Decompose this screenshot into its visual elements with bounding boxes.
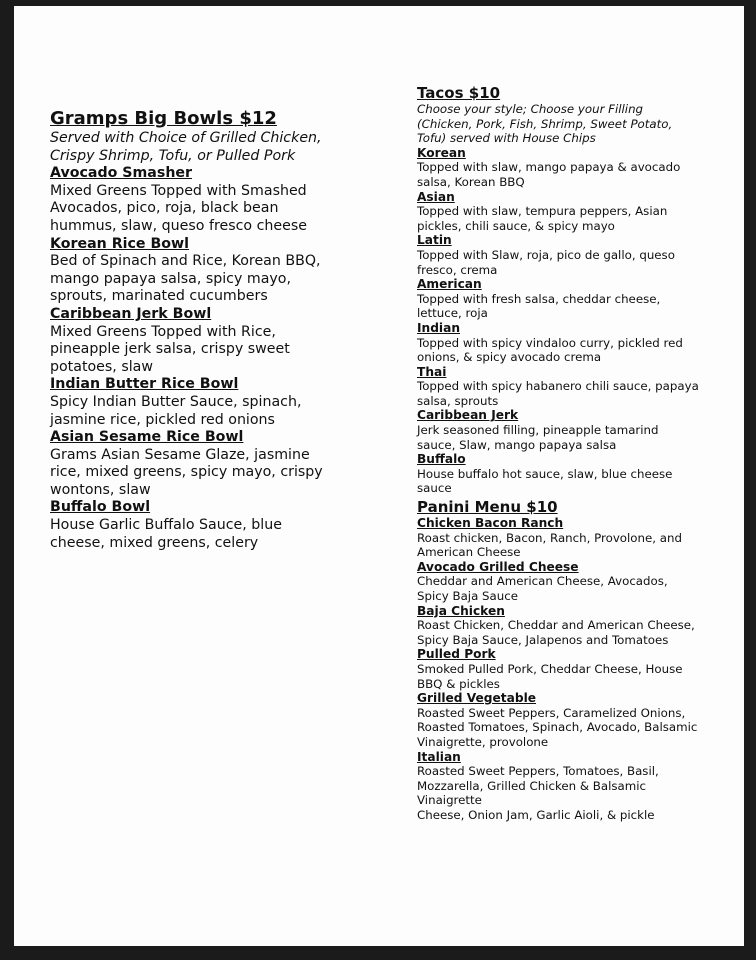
taco-item-desc: Topped with slaw, mango papaya & avocado [417,160,681,175]
menu-page [14,6,744,946]
bowl-item-desc: potatoes, slaw [50,358,153,375]
taco-item-name: Latin [417,233,452,248]
panini-title: Panini Menu $10 [417,498,558,517]
taco-item-desc: sauce, Slaw, mango papaya salsa [417,437,617,452]
panini-item-desc: American Cheese [417,545,521,560]
taco-item-desc: Topped with slaw, tempura peppers, Asian [417,204,668,219]
panini-item-name: Baja Chicken [417,603,505,618]
tacos-intro-line: (Chicken, Pork, Fish, Shrimp, Sweet Potato, [417,116,673,131]
bowl-item-desc: wontons, slaw [50,481,151,498]
tacos-intro-line: Tofu) served with House Chips [417,131,596,146]
panini-item-desc: Cheese, Onion Jam, Garlic Aioli, & pickle [417,807,655,822]
taco-item-desc: fresco, crema [417,262,498,277]
panini-item-desc: Roasted Sweet Peppers, Caramelized Onions, [417,705,686,720]
panini-item-name: Avocado Grilled Cheese [417,559,579,574]
bowl-item-desc: Avocados, pico, roja, black bean [50,200,279,217]
panini-item-desc: Spicy Baja Sauce, Jalapenos and Tomatoes [417,632,669,647]
bowl-item-desc: jasmine rice, pickled red onions [50,411,275,428]
bowl-item-desc: rice, mixed greens, spicy mayo, crispy [50,464,323,481]
bowls-intro-line: Crispy Shrimp, Tofu, or Pulled Pork [50,147,296,164]
taco-item-desc: salsa, sprouts [417,393,499,408]
taco-item-desc: onions, & spicy avocado crema [417,350,602,365]
tacos-title: Tacos $10 [417,84,501,102]
bowl-item-desc: Spicy Indian Butter Sauce, spinach, [50,393,302,410]
panini-item-name: Grilled Vegetable [417,691,537,706]
taco-item-name: American [417,277,482,292]
taco-item-desc: Topped with Slaw, roja, pico de gallo, queso [417,247,675,262]
bowl-item-name: Avocado Smasher [50,165,193,182]
taco-item-desc: Topped with spicy vindaloo curry, pickled red [417,335,683,350]
bowl-item-name: Korean Rice Bowl [50,235,190,252]
bowl-item-name: Asian Sesame Rice Bowl [50,429,244,446]
panini-item-name: Chicken Bacon Ranch [417,516,564,531]
bowl-item-desc: Grams Asian Sesame Glaze, jasmine [50,446,310,463]
panini-item-desc: Smoked Pulled Pork, Cheddar Cheese, House [417,661,683,676]
taco-item-name: Buffalo [417,452,466,467]
taco-item-desc: lettuce, roja [417,306,488,321]
taco-item-desc: Topped with spicy habanero chili sauce, papaya [417,379,699,394]
panini-item-desc: Roast Chicken, Cheddar and American Cheese, [417,618,695,633]
taco-item-name: Thai [417,364,447,379]
taco-item-name: Caribbean Jerk [417,408,519,423]
taco-item-desc: sauce [417,481,452,496]
tacos-intro-line: Choose your style; Choose your Filling [417,102,644,116]
taco-item-desc: Jerk seasoned filling, pineapple tamarind [417,423,659,438]
panini-item-name: Pulled Pork [417,647,496,662]
panini-item-desc: Vinaigrette [417,793,482,808]
bowl-item-desc: sprouts, marinated cucumbers [50,288,268,305]
bowl-item-desc: cheese, mixed greens, celery [50,534,259,551]
panini-item-desc: Roasted Tomatoes, Spinach, Avocado, Balsamic [417,720,698,735]
bowl-item-desc: hummus, slaw, queso fresco cheese [50,217,307,234]
bowls-intro-line: Served with Choice of Grilled Chicken, [50,130,322,146]
bowl-item-desc: mango papaya salsa, spicy mayo, [50,270,291,287]
panini-item-desc: Roast chicken, Bacon, Ranch, Provolone, and [417,530,682,545]
bowl-item-name: Caribbean Jerk Bowl [50,305,212,322]
taco-item-desc: pickles, chili sauce, & spicy mayo [417,218,615,233]
taco-item-desc: Topped with fresh salsa, cheddar cheese, [417,291,661,306]
bowls-title: Gramps Big Bowls $12 [50,108,277,129]
taco-item-desc: salsa, Korean BBQ [417,174,525,189]
panini-item-desc: Roasted Sweet Peppers, Tomatoes, Basil, [417,764,659,779]
tacos-panini-column [417,84,735,823]
bowls-column [50,108,350,552]
panini-item-desc: Spicy Baja Sauce [417,589,518,603]
taco-item-desc: House buffalo hot sauce, slaw, blue cheese [417,466,673,481]
bowl-item-desc: pineapple jerk salsa, crispy sweet [50,341,290,358]
panini-item-name: Italian [417,749,461,764]
taco-item-name: Asian [417,189,455,204]
panini-item-desc: Cheddar and American Cheese, Avocados, [417,574,668,589]
bowl-item-desc: Bed of Spinach and Rice, Korean BBQ, [50,253,321,270]
bowl-item-desc: Mixed Greens Topped with Rice, [50,323,276,340]
taco-item-name: Korean [417,145,466,160]
panini-item-desc: Vinaigrette, provolone [417,734,549,749]
panini-item-desc: BBQ & pickles [417,676,500,691]
bowl-item-desc: House Garlic Buffalo Sauce, blue [50,517,282,534]
taco-item-name: Indian [417,320,461,335]
bowl-item-name: Buffalo Bowl [50,499,151,516]
panini-item-desc: Mozzarella, Grilled Chicken & Balsamic [417,778,647,793]
bowl-item-desc: Mixed Greens Topped with Smashed [50,182,307,199]
bowl-item-name: Indian Butter Rice Bowl [50,376,239,393]
